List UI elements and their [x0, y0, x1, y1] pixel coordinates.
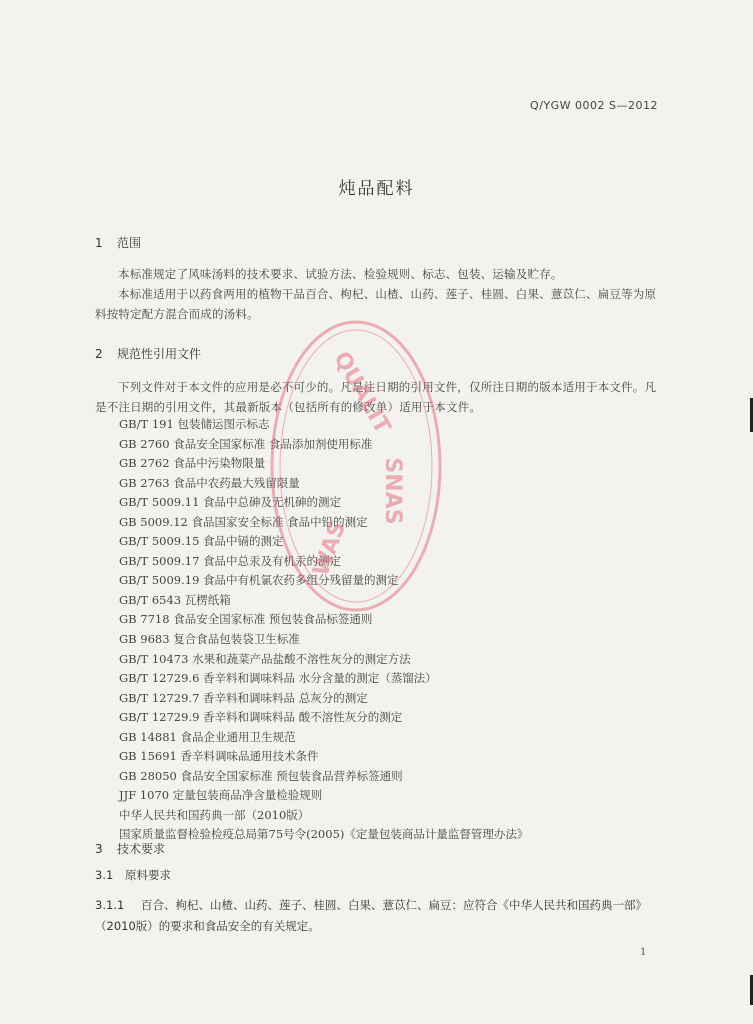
- reference-item: GB/T 12729.6 香辛料和调味料品 水分含量的测定（蒸馏法）: [119, 671, 437, 686]
- reference-item: GB 2763 食品中农药最大残留限量: [119, 475, 300, 490]
- scope-paragraph-2: 本标准适用于以药食两用的植物干品百合、枸杞、山楂、山药、莲子、桂圆、白果、薏苡仁、扁豆等为原料按特定配方混合而成的汤料。: [95, 287, 657, 321]
- subsection-3-1-heading: [95, 867, 171, 883]
- section-3-heading: [95, 840, 165, 857]
- reference-item: GB 9683 复合食品包装袋卫生标准: [119, 632, 300, 647]
- reference-item: GB/T 191 包装储运图示标志: [119, 417, 270, 431]
- reference-item: 中华人民共和国药典一部（2010版）: [119, 807, 310, 822]
- subsection-title: 原料要求: [125, 868, 171, 882]
- reference-item: GB/T 5009.11 食品中总砷及无机砷的测定: [119, 495, 342, 510]
- reference-item: GB 15691 香辛料调味品通用技术条件: [119, 749, 319, 764]
- section-title: 规范性引用文件: [117, 347, 202, 361]
- page-number: 1: [640, 947, 647, 958]
- reference-item: GB 2762 食品中污染物限量: [119, 456, 266, 471]
- reference-item: GB 2760 食品安全国家标准 食品添加剂使用标准: [119, 436, 373, 451]
- scope-paragraph-1: 本标准规定了风味汤料的技术要求、试验方法、检验规则、标志、包装、运输及贮存。: [118, 267, 563, 281]
- svg-text:WAS: WAS: [308, 518, 352, 580]
- reference-item: GB/T 12729.7 香辛料和调味料品 总灰分的测定: [119, 690, 368, 705]
- clause-3-1-1: [95, 895, 661, 937]
- references-intro: 下列文件对于本文件的应用是必不可少的。凡是注日期的引用文件，仅所注日期的版本适用于本文件。凡是不注日期的引用文件，其最新版本（包括所有的修改单）适用于本文件。: [95, 380, 657, 414]
- reference-item: GB/T 5009.19 食品中有机氯农药多组分残留量的测定: [119, 573, 399, 588]
- section-number: 1: [95, 236, 103, 250]
- clause-text: 百合、枸杞、山楂、山药、莲子、桂圆、白果、薏苡仁、扁豆：应符合《中华人民共和国药典一部》（2010版）的要求和食品安全的有关规定。: [95, 898, 647, 933]
- svg-text:QUALIT: QUALIT: [328, 347, 395, 439]
- section-2-heading: [95, 345, 201, 362]
- reference-item: 国家质量监督检验检疫总局第75号令(2005)《定量包装商品计量监督管理办法》: [119, 827, 529, 842]
- reference-item: GB 5009.12 食品国家安全标准 食品中铅的测定: [119, 514, 368, 529]
- reference-item: GB/T 12729.9 香辛料和调味料品 酸不溶性灰分的测定: [119, 710, 403, 725]
- reference-item: GB/T 5009.15 食品中镉的测定: [119, 534, 284, 549]
- reference-item: GB/T 10473 水果和蔬菜产品盐酸不溶性灰分的测定方法: [119, 651, 411, 666]
- svg-text:SNAS: SNAS: [380, 457, 405, 525]
- reference-item: GB 14881 食品企业通用卫生规范: [119, 729, 296, 744]
- reference-item: JJF 1070 定量包装商品净含量检验规则: [119, 788, 323, 803]
- reference-item: GB/T 5009.17 食品中总汞及有机汞的测定: [119, 553, 342, 568]
- document-title: 炖品配料: [338, 179, 415, 199]
- clause-number: 3.1.1: [95, 898, 125, 912]
- subsection-number: 3.1: [95, 868, 114, 882]
- reference-item: GB 7718 食品安全国家标准 预包装食品标签通则: [119, 612, 373, 627]
- section-number: 2: [95, 347, 103, 361]
- standard-code: Q/YGW 0002 S—2012: [530, 99, 658, 112]
- approval-stamp: [266, 316, 446, 616]
- section-number: 3: [95, 842, 103, 856]
- section-title: 技术要求: [117, 842, 166, 856]
- section-title: 范围: [117, 236, 142, 250]
- reference-item: GB 28050 食品安全国家标准 预包装食品营养标签通则: [119, 768, 403, 783]
- section-1-heading: [95, 234, 141, 251]
- reference-item: GB/T 6543 瓦楞纸箱: [119, 592, 231, 607]
